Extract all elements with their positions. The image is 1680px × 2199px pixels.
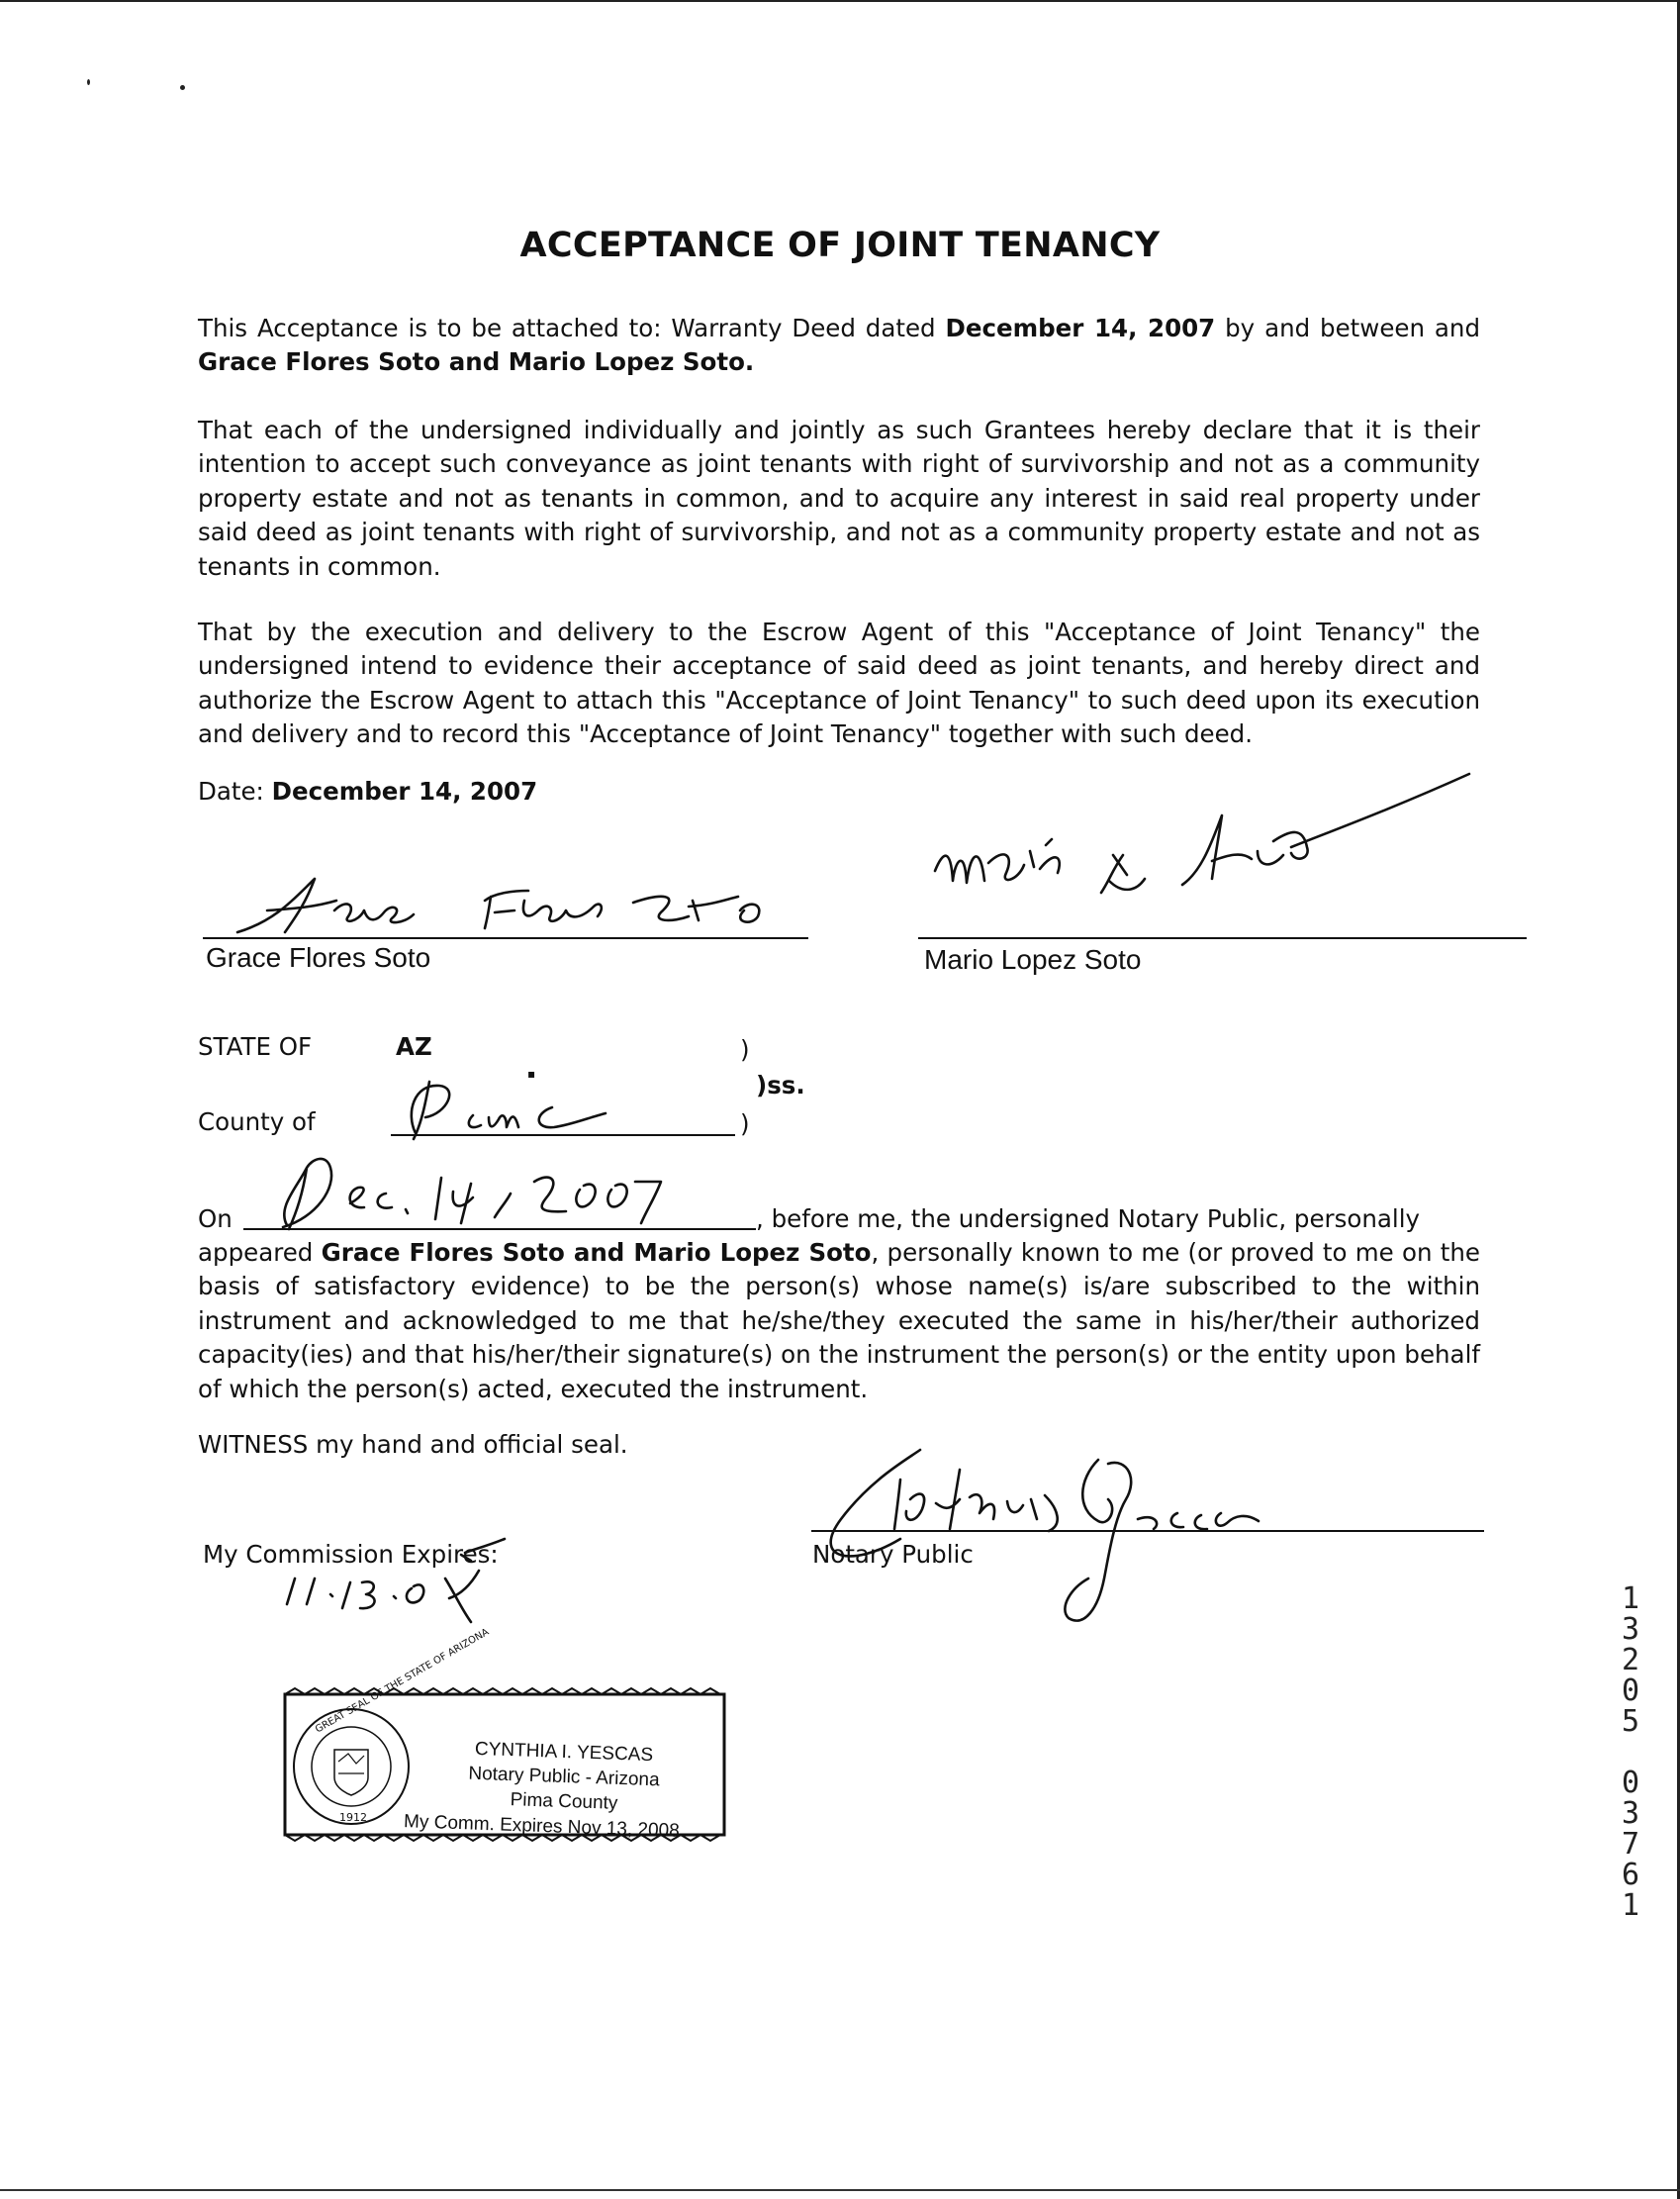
on-suffix: , before me, the undersigned Notary Public, personally	[756, 1204, 1421, 1233]
on-label: On	[198, 1204, 233, 1233]
notary-public-label: Notary Public	[812, 1540, 974, 1569]
signature-grace-flores-soto	[198, 871, 831, 950]
acknowledgment-paragraph: appeared Grace Flores Soto and Mario Lopez Soto, personally known to me (or proved to me on the basis of satisfactory evidence) to be the person(s) whose name(s) is/are subscribed to the within instrument and acknowledged to me that he/she/they executed the same in his/her/their authorized capacity(ies) and that his/her/their signature(s) on the instrument the person(s) or the entity upon behalf of which the person(s) acted, executed the instrument.	[198, 1238, 1480, 1403]
ss-mark: )ss.	[756, 1071, 805, 1100]
seal-year: 1912	[339, 1811, 367, 1824]
stamp-name: CYNTHIA I. YESCAS	[474, 1738, 654, 1767]
paren-2: )	[740, 1109, 750, 1138]
escrow-paragraph: That by the execution and delivery to the Escrow Agent of this "Acceptance of Joint Tenancy" the undersigned intend to evidence their acceptance of said deed as joint tenants, and hereby direct and authorize the Escrow Agent to attach this "Acceptance of Joint Tenancy" to such deed upon its execution and delivery and to record this "Acceptance of Joint Tenancy" together with such deed.	[198, 618, 1480, 749]
county-label: County of	[198, 1107, 316, 1136]
document-title: ACCEPTANCE OF JOINT TENANCY	[519, 226, 1161, 265]
stamp-county: Pima County	[510, 1789, 618, 1814]
scan-edge-top	[0, 0, 1680, 2]
stamp-commission-expiry: My Comm. Expires Nov 13, 2008	[403, 1811, 681, 1842]
scan-speck	[87, 79, 90, 85]
state-label: STATE OF	[198, 1032, 313, 1061]
state-value: AZ	[396, 1032, 432, 1061]
intro-paragraph: This Acceptance is to be attached to: Warranty Deed dated December 14, 2007 by and between and Grace Flores Soto and Mario Lopez Soto.	[198, 314, 1480, 377]
paren-1: )	[740, 1035, 750, 1064]
signature-notary-cynthia-yescas	[811, 1440, 1405, 1638]
handwritten-commission-date	[267, 1539, 524, 1628]
handwritten-date-dec-14-2007	[247, 1148, 702, 1237]
date-line: Date: December 14, 2007	[198, 777, 538, 806]
signatory-name-grace: Grace Flores Soto	[206, 942, 431, 973]
appeared-names: Grace Flores Soto and Mario Lopez Soto	[321, 1238, 872, 1267]
signatory-name-mario: Mario Lopez Soto	[924, 944, 1142, 975]
seal-text: GREAT SEAL OF THE STATE OF ARIZONA	[314, 1626, 492, 1736]
parties-names: Grace Flores Soto and Mario Lopez Soto.	[198, 347, 755, 377]
witness-line: WITNESS my hand and official seal.	[198, 1430, 628, 1459]
declaration-paragraph: That each of the undersigned individually and jointly as such Grantees hereby declare that it is their intention to accept such conveyance as joint tenants with right of survivorship and not as a community property estate and not as tenants in common, and to acquire any interest in said real property under said deed as joint tenants with right of survivorship, and not as a community property estate and not as tenants in common.	[198, 416, 1480, 581]
scan-speck	[180, 85, 185, 90]
recording-number: 1 3 2 0 5 0 3 7 6 1	[1621, 1581, 1640, 1923]
commission-label: My Commission Expires:	[203, 1540, 499, 1569]
signature-mario-lopez-soto	[915, 752, 1489, 950]
tick-mark: ▪	[527, 1067, 536, 1081]
deed-date: December 14, 2007	[945, 314, 1216, 342]
handwritten-county-pima	[386, 1074, 663, 1143]
scan-edge-bottom	[0, 2189, 1680, 2191]
stamp-title: Notary Public - Arizona	[468, 1763, 660, 1791]
